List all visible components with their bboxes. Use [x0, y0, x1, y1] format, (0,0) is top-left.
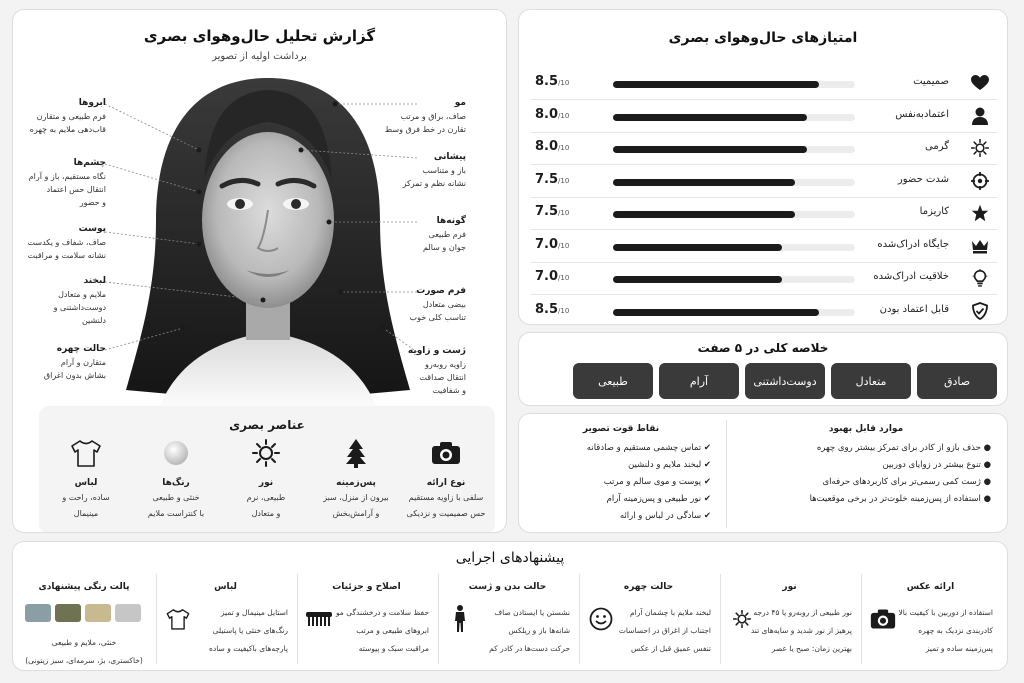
element-text: حس صمیمیت و نزدیکی — [406, 509, 486, 518]
shield-icon — [971, 302, 989, 320]
strength-item: ✔ سادگی در لباس و ارائه — [619, 511, 711, 521]
recommendation-line: نشستن یا ایستادن صاف — [494, 608, 570, 617]
score-bar-track — [613, 114, 855, 121]
annotation-pose — [361, 346, 466, 397]
recommendation-text — [209, 604, 288, 658]
element-text: مینیمال — [73, 509, 99, 518]
score-bar-fill — [613, 81, 819, 88]
element-light — [223, 436, 309, 520]
recommendation-title: حالت چهره — [623, 582, 674, 592]
annotation-text: و شفافیت — [432, 386, 466, 395]
visual-scores-card — [518, 9, 1008, 325]
score-unit: /10 — [558, 111, 570, 120]
recommendation-line: حرکت دست‌ها در کادر کم — [489, 644, 570, 653]
trait-chip: آرام — [659, 363, 739, 399]
score-value — [535, 107, 595, 122]
score-value — [535, 302, 595, 317]
recommendations-title: پیشنهادهای اجرایی — [455, 550, 565, 566]
annotation-text: دوست‌داشتنی و — [53, 303, 106, 312]
annotation-text: قاب‌دهی ملایم به چهره — [29, 125, 106, 134]
annotation-text: و حضور — [79, 198, 106, 207]
element-colors — [133, 436, 219, 520]
score-unit: /10 — [558, 144, 570, 152]
recommendation-line: استایل مینیمال و تمیز — [220, 608, 288, 617]
strengths-improvements-card — [518, 413, 1008, 533]
score-number: 8.5 — [535, 301, 559, 317]
recommendation-line: کادربندی نزدیک به چهره — [918, 626, 993, 635]
palette-swatch — [25, 604, 51, 622]
recommendation-title: نور — [782, 582, 797, 592]
recommendation-line: لبخند ملایم با چشمان آرام — [630, 608, 711, 617]
recommendation-title: پالت رنگی پیشنهادی — [38, 582, 130, 592]
score-bar-track — [613, 179, 855, 186]
score-bar-track — [613, 244, 855, 251]
annotation-forehead — [361, 152, 466, 190]
visual-elements-title: عناصر بصری — [229, 418, 305, 432]
score-row — [531, 101, 997, 133]
element-text: و متعادل — [251, 509, 281, 518]
score-bar-fill — [613, 244, 782, 251]
recommendation-line: پس‌زمینه ساده و تمیز — [925, 644, 993, 653]
element-text: سلفی با زاویه مستقیم — [408, 493, 484, 502]
element-text: طبیعی، نرم — [246, 493, 286, 502]
recommendation-text — [15, 634, 153, 670]
strengths-title: نقاط قوت تصویر — [582, 424, 660, 434]
annotation-title: ابروها — [78, 98, 106, 108]
palette-swatch — [55, 604, 81, 622]
score-value — [535, 139, 595, 154]
element-title: نوع ارائه — [426, 478, 466, 488]
visual-report-card — [12, 9, 507, 533]
score-value — [535, 269, 595, 284]
score-value — [535, 172, 595, 187]
score-unit: /10 — [558, 79, 570, 87]
annotation-text: ملایم و متعادل — [58, 290, 106, 299]
recommendation-line: استفاده از دوربین با کیفیت بالا — [898, 608, 993, 617]
annotation-title: ژست و زاویه — [407, 346, 466, 356]
annotation-text: باز و متناسب — [422, 166, 466, 175]
score-bar-fill — [613, 179, 795, 186]
sun-icon — [223, 436, 309, 470]
recommendation-line: پارچه‌های باکیفیت و ساده — [208, 644, 288, 653]
score-unit: /10 — [558, 209, 570, 217]
score-label: شدت حضور — [897, 173, 949, 185]
annotation-text: زاویه روبه‌رو — [425, 360, 466, 369]
annotation-expression — [12, 344, 106, 382]
recommendation-line: نور طبیعی از روبه‌رو یا ۴۵ درجه — [753, 608, 852, 617]
annotation-title: پیشانی — [433, 152, 466, 162]
element-presentation — [403, 436, 489, 520]
report-subtitle: برداشت اولیه از تصویر — [212, 51, 307, 62]
trait-chip: صادق — [917, 363, 997, 399]
annotation-title: فرم صورت — [416, 286, 466, 296]
comb-icon — [304, 604, 334, 634]
annotation-text: تقارن در خط فرق وسط — [384, 125, 466, 134]
recommendation-title: حالت بدن و ژست — [468, 582, 547, 592]
annotation-cheeks — [361, 216, 466, 254]
score-label: جایگاه ادراک‌شده — [877, 238, 949, 250]
score-bar-fill — [613, 146, 807, 153]
annotation-text: متقارن و آرام — [60, 358, 106, 367]
palette-swatch — [115, 604, 141, 622]
annotation-text: نشانه سلامت و مراقبت — [27, 251, 106, 260]
annotation-title: لبخند — [83, 276, 106, 286]
annotation-eyebrows — [12, 98, 106, 136]
annotation-text: نشانه نظم و تمرکز — [402, 179, 466, 188]
recommendation-column — [861, 574, 999, 664]
annotation-face-shape — [361, 286, 466, 324]
trait-chip: دوست‌داشتنی — [745, 363, 825, 399]
score-value — [535, 204, 595, 219]
summary-title: خلاصه کلی در ۵ صفت — [697, 341, 829, 355]
element-clothing — [43, 436, 129, 520]
score-bar-track — [613, 81, 855, 88]
strengths-section — [531, 424, 711, 525]
recommendation-line: پرهیز از نور شدید و سایه‌های تند — [750, 626, 852, 635]
strength-item: ✔ پوست و موی سالم و مرتب — [603, 477, 711, 487]
improvements-section — [741, 424, 991, 508]
recommendation-title: لباس — [214, 582, 237, 592]
trait-chip: متعادل — [831, 363, 911, 399]
score-row — [531, 68, 997, 100]
score-row — [531, 198, 997, 230]
recommendation-line: حفظ سلامت و درخشندگی مو — [335, 608, 429, 617]
element-text: و آرامش‌بخش — [332, 509, 380, 518]
score-number: 8.0 — [535, 139, 559, 154]
annotation-skin — [12, 224, 106, 262]
annotation-text: فرم طبیعی — [428, 230, 466, 239]
recommendation-line: مراقبت سبک و پیوسته — [358, 644, 429, 653]
recommendation-column — [579, 574, 717, 664]
annotation-text: دلنشین — [81, 316, 106, 325]
annotation-hair — [361, 98, 466, 136]
improvement-item: ● تنوع بیشتر در زوایای دوربین — [882, 460, 991, 470]
element-title: پس‌زمینه — [336, 478, 376, 488]
recommendation-line: بهترین زمان: صبح یا عصر — [771, 644, 852, 653]
improvement-item: ● ژست کمی رسمی‌تر برای کاربردهای حرفه‌ای — [822, 477, 991, 487]
element-title: نور — [258, 478, 274, 488]
score-number: 8.5 — [535, 74, 559, 89]
annotation-title: مو — [454, 98, 466, 108]
recommendation-line: (خاکستری، بژ، سرمه‌ای، سبز زیتونی) — [25, 656, 143, 665]
improvement-item: ● استفاده از پس‌زمینه خلوت‌تر در برخی موقعیت‌ها — [809, 494, 991, 504]
tshirt-icon — [163, 604, 193, 634]
camera-icon — [868, 604, 898, 634]
improvements-title: موارد قابل بهبود — [828, 424, 904, 434]
score-number: 7.0 — [535, 269, 559, 284]
annotation-text: صاف، براق و مرتب — [400, 112, 466, 121]
color-ball-icon — [133, 436, 219, 470]
score-number: 8.0 — [535, 106, 559, 122]
score-label: خلاقیت ادراک‌شده — [873, 271, 949, 282]
recommendation-line: شانه‌ها باز و ریلکس — [508, 626, 570, 635]
annotation-text: نگاه مستقیم، باز و آرام — [28, 172, 106, 181]
score-label: اعتمادبه‌نفس — [895, 108, 949, 120]
recommendation-line: ابروهای طبیعی و مرتب — [356, 626, 429, 635]
strength-item: ✔ نور طبیعی و پس‌زمینه آرام — [606, 494, 711, 504]
annotation-title: چشم‌ها — [73, 158, 106, 168]
score-unit: /10 — [558, 241, 570, 250]
recommendation-column — [297, 574, 435, 664]
recommendation-line: اجتناب از اغراق در احساسات — [618, 626, 711, 635]
score-row — [531, 231, 997, 263]
star-icon — [971, 204, 989, 222]
tree-icon — [313, 436, 399, 470]
recommendation-text — [336, 604, 429, 658]
trait-chip: طبیعی — [573, 363, 653, 399]
score-label: صمیمیت — [913, 76, 949, 87]
recommendation-column — [15, 574, 153, 664]
recommendation-text — [751, 604, 852, 658]
recommendation-text — [619, 604, 711, 658]
score-bar-track — [613, 211, 855, 218]
tshirt-icon — [43, 436, 129, 470]
score-unit: /10 — [558, 274, 570, 282]
strength-item: ✔ لبخند ملایم و دلنشین — [628, 460, 711, 470]
element-background — [313, 436, 399, 520]
column-divider — [726, 420, 727, 528]
score-label: کاریزما — [919, 206, 949, 217]
element-text: ساده، راحت و — [62, 493, 110, 502]
score-row — [531, 166, 997, 198]
score-number: 7.0 — [535, 236, 559, 252]
recommendation-column — [156, 574, 294, 664]
annotation-text: جوان و سالم — [422, 243, 466, 252]
annotation-text: بشاش بدون اغراق — [43, 371, 106, 380]
score-row — [531, 296, 997, 326]
score-bar-track — [613, 146, 855, 153]
score-bar-fill — [613, 309, 819, 316]
score-label: قابل اعتماد بودن — [879, 303, 949, 315]
annotation-text: فرم طبیعی و متقارن — [36, 112, 106, 121]
recommendation-line: تنفس عمیق قبل از عکس — [631, 644, 711, 653]
score-number: 7.5 — [535, 204, 559, 219]
camera-icon — [403, 436, 489, 470]
recommendations-card — [12, 541, 1008, 671]
recommendation-line: رنگ‌های خنثی یا پاستیلی — [212, 626, 288, 635]
annotation-title: پوست — [78, 224, 106, 234]
smile-icon — [586, 604, 616, 634]
annotation-text: انتقال صداقت — [419, 373, 466, 382]
score-bar-fill — [613, 211, 795, 218]
annotation-text: تناسب کلی خوب — [409, 313, 466, 322]
recommendation-text — [489, 604, 570, 658]
annotation-title: حالت چهره — [56, 344, 106, 354]
annotation-text: بیضی متعادل — [422, 300, 466, 309]
score-unit: /10 — [558, 176, 570, 185]
recommendation-line: خنثی، ملایم و طبیعی — [51, 638, 117, 647]
score-label: گرمی — [925, 141, 949, 152]
annotation-text: انتقال حس اعتماد — [46, 185, 106, 194]
palette-swatch — [85, 604, 111, 622]
element-title: رنگ‌ها — [162, 478, 190, 488]
score-bar-track — [613, 276, 855, 283]
recommendation-title: ارائه عکس — [906, 582, 955, 592]
score-row — [531, 133, 997, 165]
score-bar-fill — [613, 114, 807, 121]
element-text: بیرون از منزل، سبز — [323, 493, 389, 502]
heart-icon — [971, 74, 989, 92]
recommendation-column — [438, 574, 576, 664]
recommendation-title: اصلاح و جزئیات — [332, 582, 401, 592]
visual-elements-panel — [39, 406, 495, 533]
annotation-smile — [12, 276, 106, 327]
annotation-title: گونه‌ها — [436, 216, 466, 226]
score-bar-fill — [613, 276, 782, 283]
sun-icon — [971, 139, 989, 157]
report-title: گزارش تحلیل حال‌وهوای بصری — [143, 27, 376, 45]
score-number: 7.5 — [535, 171, 559, 187]
score-value — [535, 74, 595, 89]
person-icon — [971, 107, 989, 125]
crown-icon — [971, 237, 989, 255]
score-row — [531, 263, 997, 295]
element-text: با کنتراست ملایم — [147, 509, 205, 518]
score-bar-track — [613, 309, 855, 316]
target-icon — [971, 172, 989, 190]
improvement-item: ● حذف بازو از کادر برای تمرکز بیشتر روی چهره — [816, 443, 991, 453]
element-title: لباس — [74, 478, 98, 488]
bulb-icon — [971, 269, 989, 287]
annotation-eyes — [12, 158, 106, 209]
strength-item: ✔ تماس چشمی مستقیم و صادقانه — [586, 443, 711, 453]
element-text: خنثی و طبیعی — [152, 493, 200, 502]
recommendation-column — [720, 574, 858, 664]
score-unit: /10 — [558, 306, 570, 315]
scores-title: امتیازهای حال‌وهوای بصری — [668, 30, 858, 46]
recommendation-text — [898, 604, 993, 658]
score-value — [535, 237, 595, 252]
annotation-text: صاف، شفاف و یکدست — [27, 238, 106, 247]
summary-card — [518, 332, 1008, 406]
standing-person-icon — [445, 604, 475, 634]
